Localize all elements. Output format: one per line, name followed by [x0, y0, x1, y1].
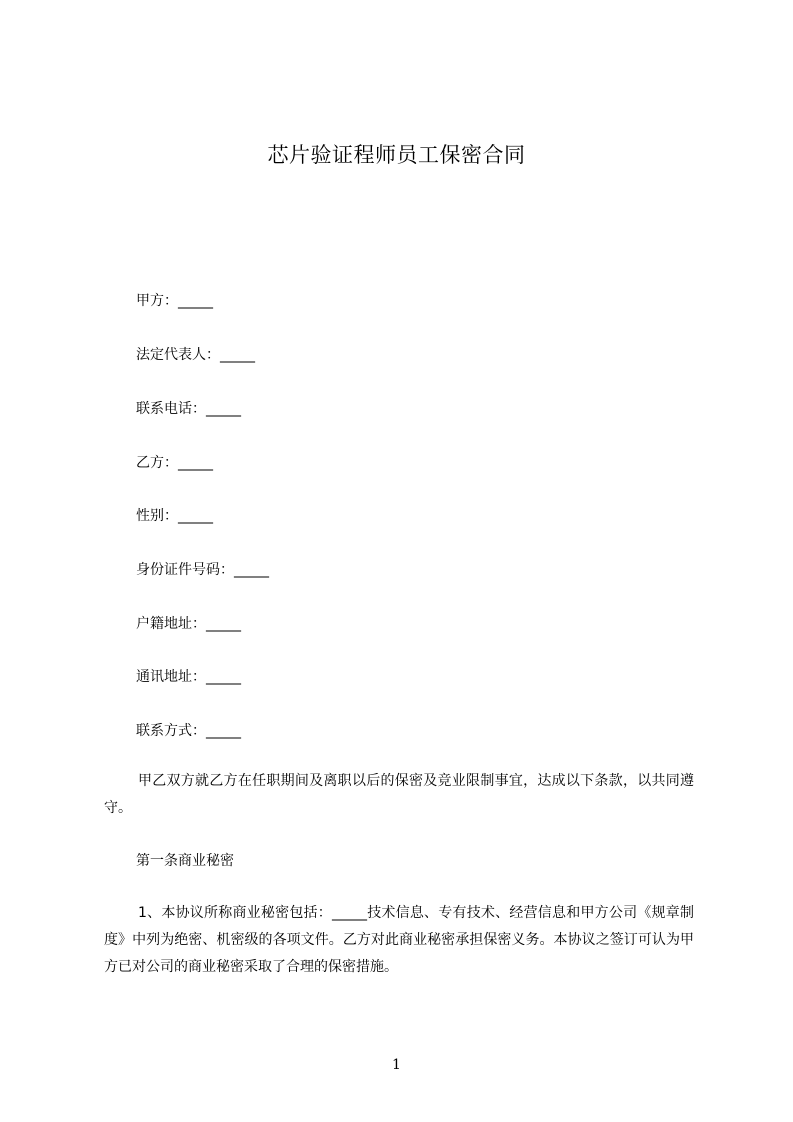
- field-mailing-address: 通讯地址：_____: [136, 669, 241, 685]
- page-number: 1: [392, 1057, 401, 1073]
- field-party-b: 乙方：_____: [136, 455, 213, 471]
- intro-paragraph: 甲乙双方就乙方在任职期间及离职以后的保密及竞业限制事宜，达成以下条款，以共同遵守。: [104, 773, 694, 816]
- clause-paragraph: 1、本协议所称商业秘密包括：_____技术信息、专有技术、经营信息和甲方公司《规章制度》中列为绝密、机密级的各项文件。乙方对此商业秘密承担保密义务。本协议之签订可认为甲方已对公司的商业秘密采取了合理的保密措施。: [104, 905, 694, 975]
- field-contact-phone: 联系电话：_____: [136, 401, 241, 417]
- field-id-number: 身份证件号码：_____: [136, 562, 269, 578]
- field-gender: 性别：_____: [136, 508, 213, 524]
- field-household-address: 户籍地址：_____: [136, 616, 241, 632]
- field-legal-representative: 法定代表人：_____: [136, 347, 255, 363]
- field-party-a: 甲方：_____: [136, 293, 213, 309]
- field-contact-method: 联系方式：_____: [136, 723, 241, 739]
- section-heading: 第一条商业秘密: [136, 853, 234, 869]
- document-title: 芯片验证程师员工保密合同: [267, 143, 526, 167]
